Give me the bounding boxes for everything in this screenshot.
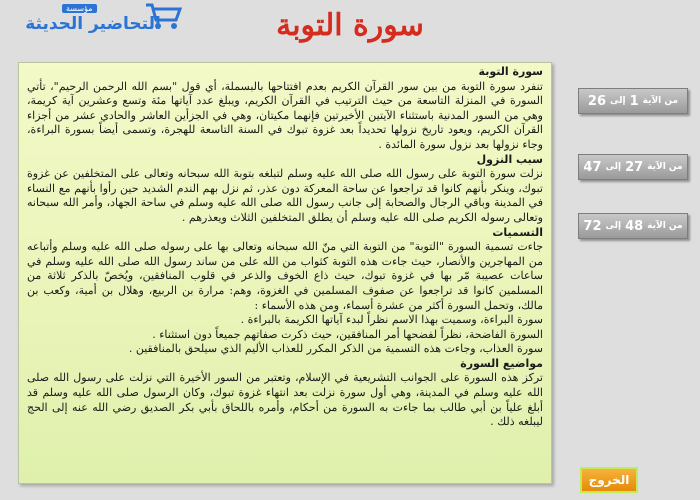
nav-from: 48 — [625, 218, 644, 234]
section-heading-topics: مواضيع السورة — [460, 356, 543, 370]
section-text-surah: تنفرد سورة التوبة من بين سور القرآن الكريم بعدم افتتاحها بالبسملة، أي قول "بسم الله الرحمن الرحيم"، تأتي السورة في المنزلة التاسعة من حيث الترتيب في القرآن الكريم، ويبلغ عدد آياتها مئة وتسع وعشرين آية كريمة، وهي من السور المدنية باستثناء الآيتين الأخيرتين فإنهما مكيتان، وهي في الجزأين العاشر والحادي عشر من أجزاء القرآن الكريم، ويعود تاريخ نزولها تحديداً بعد غزوة تبوك في السنة التاسعة للهجرة، وتسمى أيضاً بسورة البراءة، وجاء نزولها بعد نزول سورة المائدة . — [27, 79, 543, 151]
nav-to: 72 — [583, 218, 602, 234]
section-text-topics: تركز هذه السورة على الجوانب التشريعية في الإسلام، وتعتبر من السور الأخيرة التي نزلت على رسول الله صلى الله عليه وسلم في المدينة، وهي أول سورة نزلت بعد انتهاء غزوة تبوك، وكان الرسول صلى الله عليه وسلم قد أبلغ علياً بن أبي طالب بما جاءت به السورة من أحكام، وأمره باللحاق بأبي بكر الصديق رضي الله عنه إلى الحج ليبلغه ذلك . — [27, 371, 543, 429]
page-title: سورة التوبة — [276, 8, 424, 43]
section-text-names: جاءت تسمية السورة "التوبة" من التوبة التي منّ الله سبحانه وتعالى بها على رسوله صلى الله عليه وسلم وأتباعه من المهاجرين والأنصار، حيث جاءت هذه التوبة كثواب من الله على من ساند رسول الله صلى الله عليه وسلم في ساعات عصيبة مّر بها في غزوة تبوك، حيث ذاع الخوف والذعر في قلوب المنافقين، ويُخصّ بالذكر ثلاثة من المسلمين كانوا قد تراجعوا عن صفوف المسلمين في الغزوة، وهم: مرارة بن الربيع، وهلال بن أمية، وكعب بن مالك، وتحمل السورة أكثر من عشرة أسماء، ومن هذه الأسماء : — [27, 240, 544, 312]
nav-label: من الآية — [642, 96, 679, 106]
logo-title: التحاضير الحديثة — [25, 14, 161, 34]
nav-to: 47 — [583, 159, 602, 175]
nav-label: من الآية — [647, 162, 683, 172]
section-text-reason: نزلت سورة التوبة على رسول الله صلى الله عليه وسلم لتبلغه بتوبة الله سبحانه وتعالى على المتخلفين عن غزوة تبوك، وينكر بأنهم كانوا قد تراجعوا عن ساحة المعركة دون عذر، ثم نزل بهم الندم الشديد حين رأوا بأنهم مع النساء في المدينة وباقي الرجال والصحابة إلى جانب رسول الله صلى الله عليه وسلم في ساحة الجهاد، وأمر الله سبحانه وتعالى رسوله الكريم صلى الله عليه وسلم أن يطلق المتخلفين الثلاث ويعذرهم . — [27, 167, 543, 224]
nav-sep: إلى — [605, 162, 622, 172]
verses-27-47-button[interactable] — [578, 154, 688, 180]
list-item: السورة الفاضحة، نظراً لفضحها أمر المنافقين، حيث ذكرت صفاتهم جميعاً دون استثناء . — [152, 327, 543, 341]
nav-to: 26 — [587, 93, 607, 109]
logo-subtitle: مؤسسة — [62, 4, 97, 13]
nav-label: من الآية — [647, 221, 683, 231]
section-heading-names: التسميات — [492, 225, 543, 239]
nav-sep: إلى — [610, 96, 626, 106]
list-item: سورة العذاب، وجاءت هذه التسمية من الذكر المكرر للعذاب الأليم الذي سيلحق بالمنافقين . — [128, 342, 543, 356]
section-heading-reason: سبب النزول — [476, 152, 543, 166]
nav-sep: إلى — [605, 221, 622, 231]
section-heading-surah: سورة التوبة — [478, 65, 543, 78]
content-panel — [18, 62, 552, 484]
nav-from: 27 — [625, 159, 644, 175]
list-item: سورة البراءة، وسميت بهذا الاسم نظراً لبدء آياتها الكريمة بالبراءة . — [240, 313, 543, 327]
exit-button[interactable]: الخروج — [580, 467, 638, 493]
verses-48-72-button[interactable] — [578, 213, 688, 239]
logo — [4, 2, 182, 38]
nav-from: 1 — [629, 93, 639, 109]
verses-1-26-button[interactable] — [578, 88, 688, 114]
